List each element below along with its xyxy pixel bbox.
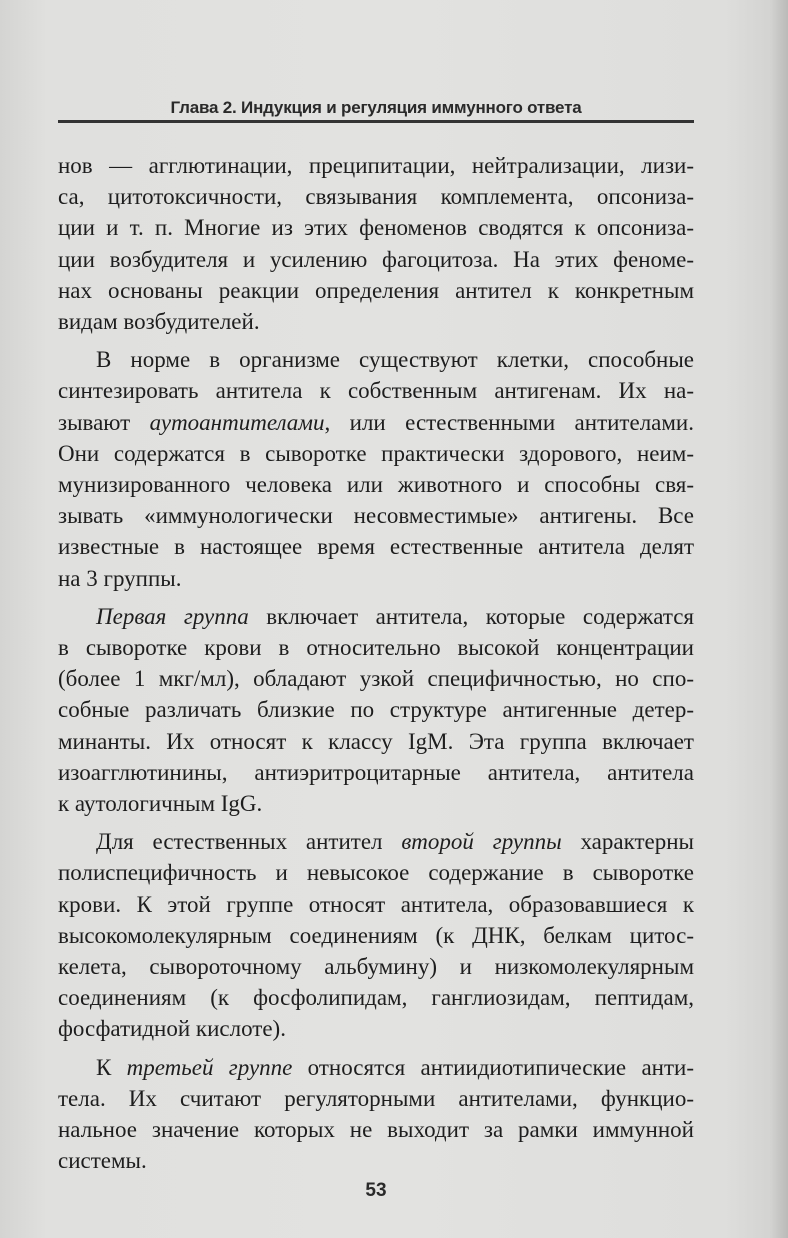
text-run: В норме в организме существуют клетки, способные — [96, 347, 694, 373]
text-line — [58, 407, 694, 438]
text-line — [58, 982, 694, 1013]
text-run: собные различать близкие по структуре антигенные детер- — [58, 697, 694, 723]
text-line — [58, 1114, 694, 1145]
text-line — [58, 1052, 694, 1083]
italic-term: второй группы — [401, 829, 562, 855]
text-line — [58, 563, 694, 594]
body-text — [58, 150, 694, 1184]
text-run: ции и т. п. Многие из этих феноменов сводятся к опсониза- — [58, 215, 694, 241]
text-run: , или естественными антителами. — [324, 409, 694, 435]
page-edge-shadow — [770, 0, 788, 1238]
text-run: в сыворотке крови в относительно высокой концентрации — [58, 635, 694, 661]
text-line — [58, 920, 694, 951]
text-line — [58, 531, 694, 562]
text-run: крови. К этой группе относят антитела, образовавшиеся к — [58, 891, 694, 917]
text-line — [58, 757, 694, 788]
text-run: соединениям (к фосфолипидам, ганглиозидам, пептидам, — [58, 985, 694, 1011]
text-line — [58, 1083, 694, 1114]
text-line — [58, 438, 694, 469]
text-run: (более 1 мкг/мл), обладают узкой специфичностью, но спо- — [58, 666, 694, 692]
italic-term: аутоантителами — [149, 409, 325, 435]
text-run: синтезировать антитела к собственным антигенам. Их на- — [58, 378, 694, 404]
text-line — [58, 632, 694, 663]
text-run: нальное значение которых не выходит за рамки иммунной — [58, 1117, 694, 1143]
text-run: Для естественных антител — [96, 829, 402, 855]
paragraph — [58, 826, 694, 1044]
text-line — [58, 889, 694, 920]
paragraph — [58, 601, 694, 819]
text-run: на 3 группы. — [58, 565, 182, 591]
text-run: фосфатидной кислоте). — [58, 1016, 286, 1042]
page-number: 53 — [365, 1180, 387, 1201]
italic-term: Первая группа — [96, 603, 249, 629]
text-run: изоагглютинины, антиэритроцитарные антитела, антитела — [58, 759, 694, 785]
text-run: келета, сывороточному альбумину) и низкомолекулярным — [58, 954, 694, 980]
paragraph — [58, 1052, 694, 1177]
text-line — [58, 788, 694, 819]
text-line — [58, 726, 694, 757]
text-run: са, цитотоксичности, связывания комплемента, опсониза- — [58, 184, 694, 210]
text-line — [58, 244, 694, 275]
text-line — [58, 375, 694, 406]
header-rule — [58, 120, 694, 123]
text-line — [58, 306, 694, 337]
text-run: нах основаны реакции определения антител к конкретным — [58, 277, 694, 303]
italic-term: третьей группе — [126, 1054, 293, 1080]
text-run: системы. — [58, 1148, 147, 1174]
text-line — [58, 181, 694, 212]
text-line — [58, 344, 694, 375]
text-run: К — [96, 1054, 127, 1080]
paragraph — [58, 150, 694, 337]
text-line — [58, 212, 694, 243]
text-line — [58, 275, 694, 306]
text-line — [58, 951, 694, 982]
text-line — [58, 150, 694, 181]
text-run: полиспецифичность и невысокое содержание в сыворотке — [58, 860, 694, 886]
text-run: относятся антиидиотипические анти- — [292, 1054, 694, 1080]
text-line — [58, 1013, 694, 1044]
text-run: тела. Их считают регуляторными антителами, функцио- — [58, 1085, 694, 1111]
text-run: к аутологичным IgG. — [58, 791, 263, 817]
text-line — [58, 694, 694, 725]
text-line — [58, 469, 694, 500]
text-run: включает антитела, которые содержатся — [248, 603, 694, 629]
text-run: характерны — [561, 829, 694, 855]
running-head: Глава 2. Индукция и регуляция иммунного ответа — [170, 98, 582, 117]
text-line — [58, 826, 694, 857]
text-run: зывают — [58, 409, 150, 435]
text-run: нов — агглютинации, преципитации, нейтрализации, лизи- — [58, 153, 694, 178]
text-line — [58, 601, 694, 632]
text-run: минанты. Их относят к классу IgM. Эта группа включает — [58, 728, 694, 754]
text-run: ции возбудителя и усилению фагоцитоза. На этих феноме- — [58, 246, 694, 272]
text-run: видам возбудителей. — [58, 309, 260, 335]
text-line — [58, 500, 694, 531]
text-line — [58, 857, 694, 888]
text-run: высокомолекулярным соединениям (к ДНК, белкам цитос- — [58, 922, 694, 948]
text-line — [58, 663, 694, 694]
text-line — [58, 1145, 694, 1176]
text-run: Они содержатся в сыворотке практически здорового, неим- — [58, 440, 694, 466]
text-run: известные в настоящее время естественные антитела делят — [58, 534, 694, 560]
text-run: мунизированного человека или животного и способны свя- — [58, 472, 694, 498]
paragraph — [58, 344, 694, 594]
text-run: зывать «иммунологически несовместимые» антигены. Все — [58, 503, 694, 529]
